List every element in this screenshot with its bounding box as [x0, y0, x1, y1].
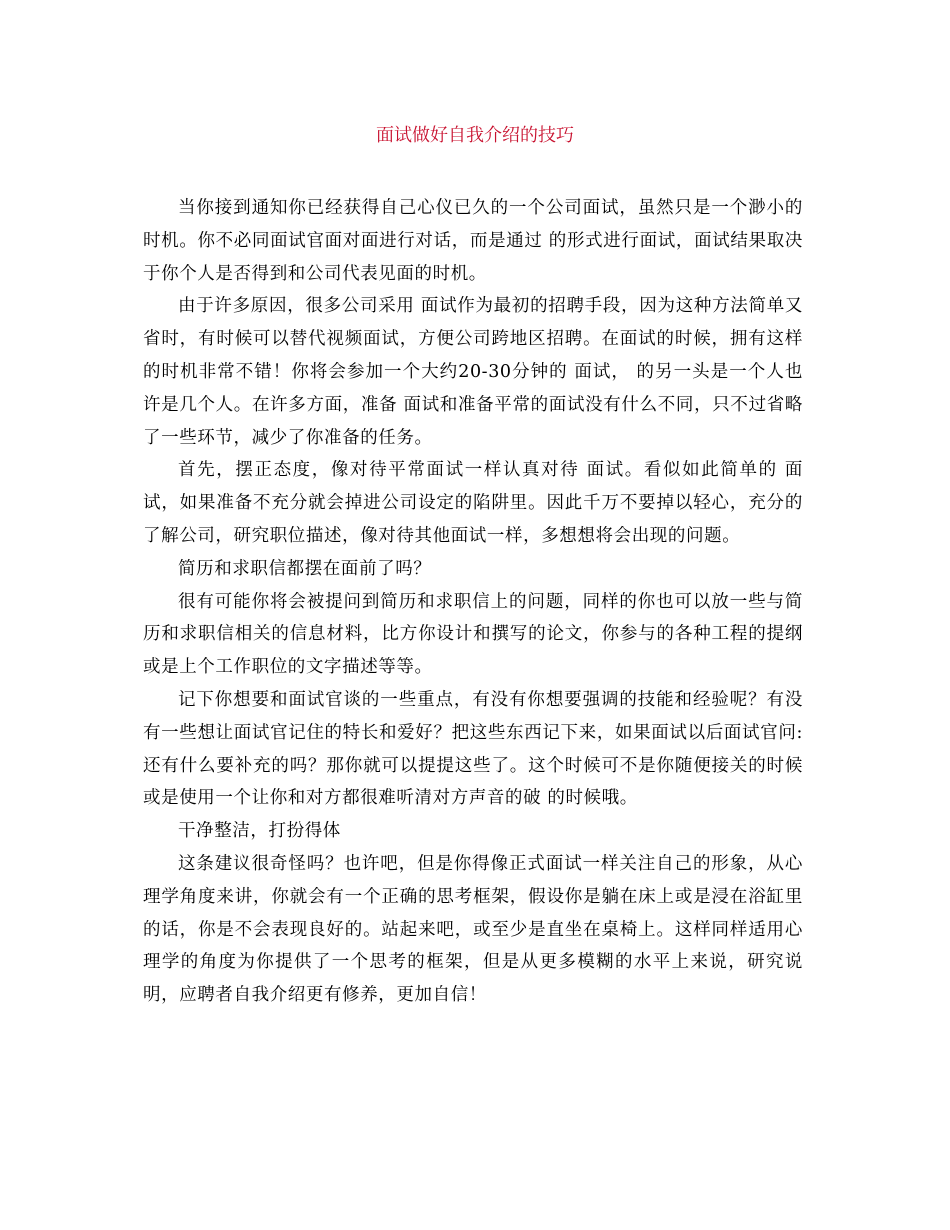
paragraph: 这条建议很奇怪吗？也许吧，但是你得像正式面试一样关注自己的形象，从心理学角度来讲，你就会有一个正确的思考框架，假设你是躺在床上或是浸在浴缸里的话，你是不会表现良好的。站起来吧，或至少是直坐在桌椅上。这样同样适用心理学的角度为你提供了一个思考的框架，但是从更多模糊的水平上来说，研究说明，应聘者自我介绍更有修养，更加自信！ — [143, 853, 803, 1006]
document-body — [143, 192, 803, 1012]
section-heading: 干净整洁，打扮得体 — [178, 821, 341, 842]
document-title: 面试做好自我介绍的技巧 — [376, 125, 574, 146]
section-heading: 简历和求职信都摆在面前了吗？ — [178, 558, 432, 579]
paragraph: 由于许多原因，很多公司采用 面试作为最初的招聘手段，因为这种方法简单又省时，有时候可以替代视频面试，方便公司跨地区招聘。在面试的时候，拥有这样的时机非常不错！你将会参加一个大约20-30分钟的 面试， 的另一头是一个人也许是几个人。在许多方面，准备 面试和准备平常的面试没有什么不同，只不过省略了一些环节，减少了你准备的任务。 — [143, 296, 803, 448]
paragraph: 当你接到通知你已经获得自己心仪已久的一个公司面试，虽然只是一个渺小的时机。你不必同面试官面对面进行对话，而是通过 的形式进行面试，面试结果取决于你个人是否得到和公司代表见面的时机。 — [143, 198, 803, 284]
paragraph: 记下你想要和面试官谈的一些重点，有没有你想要强调的技能和经验呢？有没有一些想让面试官记住的特长和爱好？把这些东西记下来，如果面试以后面试官问:还有什么要补充的吗？那你就可以提提这些了。这个时候可不是你随便接关的时候或是使用一个让你和对方都很难听清对方声音的破 的时候哦。 — [143, 689, 803, 809]
paragraph: 很有可能你将会被提问到简历和求职信上的问题，同样的你也可以放一些与简历和求职信相关的信息材料，比方你设计和撰写的论文，你参与的各种工程的提纲或是上个工作职位的文字描述等等。 — [143, 591, 803, 678]
paragraph: 首先，摆正态度，像对待平常面试一样认真对待 面试。看似如此简单的 面试，如果准备不充分就会掉进公司设定的陷阱里。因此千万不要掉以轻心，充分的了解公司，研究职位描述，像对待其他面试一样，多想想将会出现的问题。 — [143, 460, 803, 546]
